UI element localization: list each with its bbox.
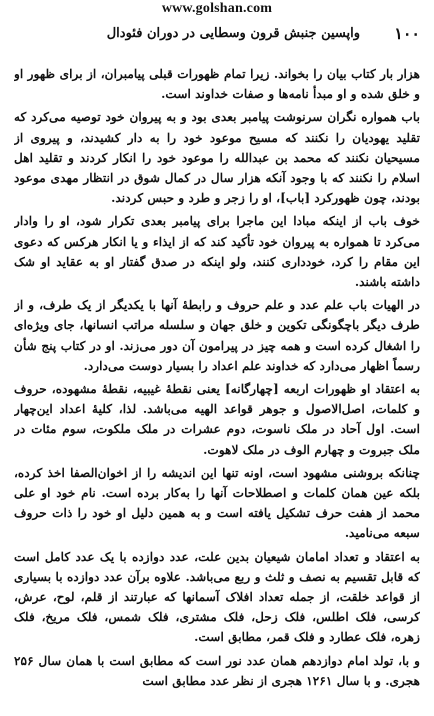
paragraph: در الهیات باب علم عدد و علم حروف و رابطهٔ آنها با یکدیگر از یک طرف، و از طرف دیگر باچگونگی تکوین و خلق جهان و سلسله مراتب انسانها، جای ویژه‌ای را اشغال کرده است و همه چیز در پیرامون آن دور می‌زند. او در کتاب پنج شأن رسماً اظهار می‌دارد که خداوند علم اعداد را بسیار دوست می‌دارد. [14,298,420,373]
page-number: ۱۰۰ [394,24,420,43]
body-text [14,64,420,710]
paragraph: به اعتقاد و تعداد امامان شیعیان بدین علت، عدد دوازده با یک عدد کامل است که قابل تقسیم به نصف و ثلث و ربع می‌باشد. علاوه برآن عدد دوازده با بسیاری از قواعد خلقت، از جمله تعداد افلاک آسمانها که عبارتند از قلم، لوح، عرش، کرسی، فلک اطلس، فلک زحل، فلک مشتری، فلک شمس، فلک مریخ، فلک زهره، فلک عطارد و فلک قمر، مطابق است. [14,549,420,645]
site-url: www.golshan.com [161,1,273,16]
paragraph: باب همواره نگران سرنوشت پیامبر بعدی بود و به پیروان خود توصیه می‌کرد که تقلید یهودیان را نکنند که مسیح موعود خود را به دار کشیدند، و پیروی از مسیحیان نکنند که محمد بن عبدالله را موعود خود را انکار کردند و تقلید اهل اسلام را نکنند که با وجود آنکه هزار سال در کمال شوق در انتظار مهدی موعود بودند، چون ظهورکرد [باب]، او را زجر و طرد و حبس کردند. [14,110,420,206]
paragraph: و با، تولد امام دوازدهم همان عدد نور است که مطابق است با همان سال ۲۵۶ هجری. و با سال ۱۲۶۱ هجری از نظر عدد مطابق است [14,653,420,688]
running-title: واپسین جنبش قرون وسطایی در دوران فئودال [106,26,360,41]
page-header [16,24,420,48]
paragraph: خوف باب از اینکه مبادا این ماجرا برای پیامبر بعدی تکرار شود، او را وادار می‌کرد تا همواره به پیروان خود تأکید کند که از ایذاء و یا انکار هرکس که دعوی این مقام را کرد، خودداری کنند، ولو اینکه در صدق گفتار او به عقاید او شک داشته باشند. [14,214,420,290]
paragraph: چنانکه بروشنی مشهود است، اونه تنها این اندیشه را از اخوان‌الصفا اخذ کرده، بلکه عین همان کلمات و اصطلاحات آنها را به‌کار برده است. نام خود او علی محمد از هفت حرف تشکیل یافته است و به همین دلیل او خود را ذات حروف سبعه می‌نامید. [14,465,420,541]
paragraph: به اعتقاد او ظهورات اربعه [چهارگانه] یعنی نقطهٔ غیبیه، نقطهٔ مشهوده، حروف و کلمات، اصل‌الاصول و جوهر قواعد الهیه می‌باشد. لذا، کلیهٔ اعداد این‌چهار است. اول آحاد در ملک ناسوت، دوم عشرات در ملک ملکوت، سوم مئات در ملک جبروت و چهارم الوف در ملک لاهوت. [14,382,420,457]
paragraph: هزار بار کتاب بیان را بخواند. زیرا تمام ظهورات قبلی پیامبران، از برای ظهور او و خلق شده و او مبدأ نامه‌ها و صفات خداوند است. [14,67,420,102]
